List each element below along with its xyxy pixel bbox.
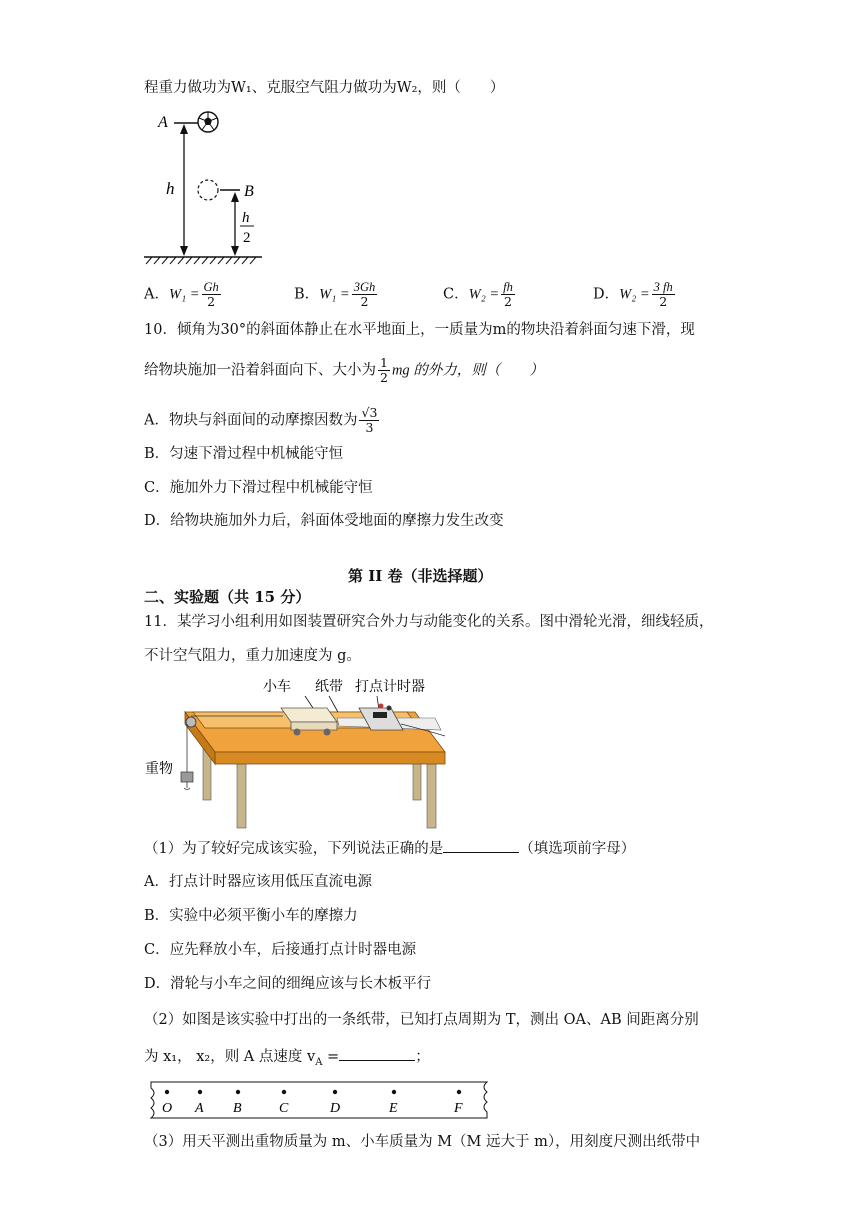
dashed-ball-icon xyxy=(198,180,218,200)
q9-label-h: h xyxy=(166,179,175,198)
q11-part2-line1: （2）如图是该实验中打出的一条纸带，已知打点周期为 T，测出 OA、AB 间距离分别 xyxy=(144,1012,699,1028)
q11-part3: （3）用天平测出重物质量为 m、小车质量为 M（M 远大于 m），用刻度尺测出纸带中 xyxy=(144,1134,701,1150)
q9-option-b[interactable]: B．W₁ = $\frac{3Gh}{2}$ xyxy=(294,280,376,309)
q9-figure xyxy=(140,104,270,269)
tape-point-e xyxy=(392,1090,396,1094)
q9-label-a: A xyxy=(158,114,168,131)
tape-label-d: D xyxy=(330,1101,341,1116)
tape-label-c: C xyxy=(279,1101,289,1116)
paper-tape-figure xyxy=(145,1078,495,1122)
q11-apparatus-figure xyxy=(145,672,455,832)
section2-title: 第 II 卷（非选择题） xyxy=(348,567,493,585)
tape-label-a: A xyxy=(195,1101,204,1116)
q9-option-c[interactable]: C．W₂ = $\frac{fh}{2}$ xyxy=(443,280,513,309)
tape-label-e: E xyxy=(389,1101,398,1116)
q9-stem-tail: 程重力做功为W₁、克服空气阻力做功为W₂，则（ ） xyxy=(144,80,505,96)
q11-part1-blank[interactable] xyxy=(443,838,519,853)
q11-part1: （1）为了较好完成该实验，下列说法正确的是 （填选项前字母） xyxy=(144,838,635,859)
q10-stem-line1: 10．倾角为30°的斜面体静止在水平地面上，一质量为m的物块沿着斜面匀速下滑，现 xyxy=(144,322,695,338)
q10-option-a[interactable]: A．物块与斜面间的动摩擦因数为 $\frac{√3}{3}$ xyxy=(144,405,378,435)
q11-part2-blank[interactable] xyxy=(339,1046,415,1061)
q11-option-b[interactable]: B．实验中必须平衡小车的摩擦力 xyxy=(144,908,358,924)
q10-stem-line2: 给物块施加一沿着斜面向下、大小为 $\frac{1}{2}$ mg 的外力，则（ ） xyxy=(144,355,544,385)
tape-point-f xyxy=(457,1090,461,1094)
q10-option-c[interactable]: C．施加外力下滑过程中机械能守恒 xyxy=(144,480,373,496)
q11-part2-line2: 为 x₁， x₂，则 A 点速度 $v_A$ = ； xyxy=(144,1046,430,1073)
q11-stem-line2: 不计空气阻力，重力加速度为 g。 xyxy=(144,648,361,664)
tape-point-b xyxy=(236,1090,240,1094)
q10-option-b[interactable]: B．匀速下滑过程中机械能守恒 xyxy=(144,446,344,462)
q9-option-a[interactable]: A．W₁ = $\frac{Gh}{2}$ xyxy=(144,280,219,309)
q11-option-c[interactable]: C．应先释放小车，后接通打点计时器电源 xyxy=(144,942,417,958)
q9-label-h2-den: 2 xyxy=(243,230,251,246)
q11-option-a[interactable]: A．打点计时器应该用低压直流电源 xyxy=(144,874,372,890)
section2-subtitle: 二、实验题（共 15 分） xyxy=(144,588,311,606)
q9-label-h2-num: h xyxy=(242,210,250,226)
tape-point-d xyxy=(333,1090,337,1094)
q11-option-d[interactable]: D．滑轮与小车之间的细绳应该与长木板平行 xyxy=(144,976,432,992)
tape-label-b: B xyxy=(233,1101,242,1116)
weight-icon xyxy=(181,772,193,782)
tape-label-f: F xyxy=(454,1101,463,1116)
q9-label-b: B xyxy=(244,183,254,200)
label-car: 小车 xyxy=(263,680,291,695)
q11-stem-line1: 11．某学习小组利用如图装置研究合外力与动能变化的关系。图中滑轮光滑，细线轻质， xyxy=(144,614,714,630)
label-weight: 重物 xyxy=(145,762,173,777)
label-timer: 打点计时器 xyxy=(355,680,425,695)
soccer-ball-icon xyxy=(198,112,218,132)
q10-option-d[interactable]: D．给物块施加外力后，斜面体受地面的摩擦力发生改变 xyxy=(144,513,504,529)
q9-option-d[interactable]: D．W₂ = $\frac{3 fh}{2}$ xyxy=(593,280,673,309)
tape-label-o: O xyxy=(162,1101,173,1116)
pulley-icon xyxy=(186,717,196,727)
label-tape: 纸带 xyxy=(315,680,343,695)
tape-point-a xyxy=(198,1090,202,1094)
tape-point-c xyxy=(282,1090,286,1094)
tape-point-o xyxy=(165,1090,169,1094)
